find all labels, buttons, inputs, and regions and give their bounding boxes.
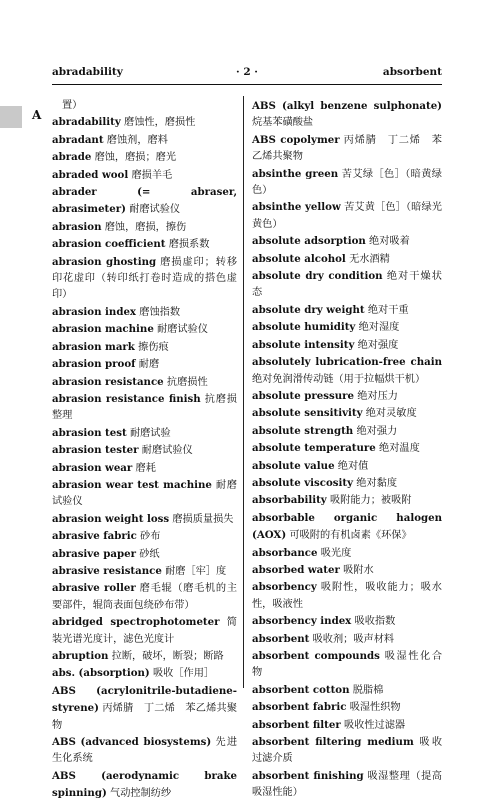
right-column [252, 98, 442, 802]
entry-term: abrasion proof [52, 358, 136, 371]
entry-definition: 磨损质量损失 [172, 513, 234, 525]
entry-definition: 可吸附的有机卤素《环保》 [289, 530, 412, 542]
entry-definition: 绝对强力 [356, 425, 398, 437]
dictionary-entry [252, 98, 442, 132]
entry-term: absinthe yellow [252, 201, 341, 214]
entry-definition: 先进生化系统 [52, 737, 238, 765]
entry-term: absolute pressure [252, 389, 354, 402]
entry-term: absolute sensitivity [252, 407, 363, 420]
entry-term: abrasive resistance [52, 564, 162, 577]
entry-definition: 丙烯腈 丁二烯 苯乙烯共聚物 [252, 134, 442, 163]
dictionary-entry [52, 648, 237, 665]
dictionary-entry [52, 149, 237, 166]
dictionary-entry [252, 562, 442, 579]
dictionary-entry [252, 251, 442, 268]
header-right-guide-word: absorbent [382, 66, 442, 78]
section-letter: A [32, 108, 42, 122]
entry-term: abrasion index [52, 305, 137, 318]
dictionary-entry [252, 132, 442, 166]
entry-term: abrader (= abraser, abrasimeter) [52, 186, 237, 216]
entry-term: absolute humidity [252, 321, 356, 334]
entry-definition: 绝对压力 [357, 390, 398, 402]
dictionary-entry [252, 199, 442, 233]
entry-definition: 吸光度 [320, 547, 352, 559]
entry-term: absorbent filtering medium [252, 736, 414, 749]
dictionary-entry [252, 233, 442, 250]
entry-term: abrasion machine [52, 323, 154, 336]
dictionary-entry [252, 545, 442, 562]
entry-term: abrasion mark [52, 340, 135, 353]
entry-term: abrasion weight loss [52, 512, 170, 525]
entry-definition: 吸附能力；被吸附 [329, 495, 412, 507]
dictionary-entry [52, 563, 237, 580]
entry-definition: 擦伤痕 [138, 341, 169, 353]
dictionary-entry [52, 304, 237, 321]
entry-definition: 绝对干燥状态 [252, 271, 442, 299]
dictionary-entry [52, 236, 237, 253]
dictionary-entry [52, 132, 237, 149]
dictionary-entry [52, 219, 237, 236]
entry-definition: 绝对强度 [357, 339, 399, 351]
entry-term: absorbance [252, 546, 318, 559]
entry-definition: 绝对湿度 [358, 322, 400, 334]
entry-term: ABS copolymer [252, 133, 340, 146]
entry-definition: 绝对免润滑传动链（用于拉幅烘干机） [252, 373, 426, 385]
entry-definition: 脱脂棉 [352, 684, 384, 696]
entry-term: ABS (advanced biosystems) [52, 736, 212, 749]
dictionary-entry [252, 302, 442, 319]
entry-term: absolute temperature [252, 442, 376, 455]
dictionary-entry [252, 337, 442, 354]
entry-definition: 磨蚀，磨损，擦伤 [104, 221, 187, 233]
entry-term: absorbable organic halogen (AOX) [252, 511, 442, 542]
entry-term: absinthe green [252, 167, 339, 180]
entry-definition: 拉断，破坏，断裂；断路 [111, 651, 224, 662]
dictionary-entry [252, 768, 442, 802]
entry-term: abraded wool [52, 168, 129, 181]
entry-term: absorbability [252, 494, 327, 507]
dictionary-entry [252, 440, 442, 457]
dictionary-entry [52, 184, 237, 219]
entry-term: absorbent fabric [252, 701, 347, 714]
dictionary-entry [252, 319, 442, 336]
dictionary-entry [252, 492, 442, 509]
entry-term: ABS (alkyl benzene sulphonate) [252, 100, 442, 112]
entry-definition: 磨损羊毛 [131, 169, 173, 181]
dictionary-entry [252, 510, 442, 545]
dictionary-entry [252, 388, 442, 405]
entry-term: absorbent finishing [252, 769, 364, 782]
entry-definition: 耐磨［牢］度 [165, 565, 227, 577]
dictionary-entry [52, 167, 237, 184]
dictionary-entry [52, 665, 237, 682]
entry-term: abrasive roller [52, 582, 136, 595]
dictionary-entry [252, 423, 442, 440]
dictionary-entry [52, 339, 237, 356]
dictionary-entry [252, 648, 442, 682]
entry-definition: 磨蚀指数 [139, 306, 181, 318]
header-left-guide-word: abradability [52, 66, 123, 78]
entry-term: absorbent [252, 632, 310, 645]
dictionary-entry [52, 425, 237, 442]
entry-definition: 砂纸 [139, 548, 160, 560]
column-divider [243, 96, 244, 688]
entry-term: abradability [52, 116, 121, 129]
entry-term: ABS (acrylonitrile-butadiene-styrene) [52, 684, 237, 715]
entry-definition: 绝对温度 [379, 443, 420, 455]
entry-term: abradant [52, 133, 104, 146]
entry-term: abrasion wear test machine [52, 478, 212, 491]
dictionary-entry [52, 683, 237, 734]
entry-definition: 吸附水 [343, 564, 374, 576]
entry-definition: 磨蚀性，磨损性 [124, 117, 196, 129]
entry-definition: 烷基苯磺酸盐 [252, 117, 314, 129]
entry-definition: 耐磨试验仪 [129, 204, 181, 216]
dictionary-entry [252, 166, 442, 200]
entry-definition: 吸附性，吸收能力；吸水性，吸液性 [252, 582, 442, 610]
entry-definition: 磨耗 [135, 462, 156, 474]
dictionary-entry [252, 354, 442, 388]
dictionary-entry [52, 356, 237, 373]
entry-term: abrasion wear [52, 461, 133, 474]
entry-definition: 吸收性过滤器 [343, 719, 406, 731]
entry-definition: 抗磨损整理 [52, 393, 237, 422]
entry-term: absolute alcohol [252, 252, 346, 265]
entry-definition: 吸湿整理（提高吸湿性能） [252, 770, 442, 799]
entry-definition: 简装光谱光度计，滤色光度计 [52, 617, 237, 645]
dictionary-entry [52, 442, 237, 459]
entry-term: abrasion coefficient [52, 238, 166, 251]
entry-term: abrasion ghosting [52, 255, 157, 268]
entry-term: absolute dry weight [252, 303, 365, 316]
entry-definition: 丙烯腈 丁二烯 苯乙烯共聚物 [52, 703, 238, 731]
entry-definition: 绝对黏度 [356, 477, 398, 489]
entry-term: absorbency index [252, 615, 352, 628]
entry-term: abrasion resistance [52, 375, 164, 388]
entry-definition: 吸湿性织物 [349, 702, 401, 714]
header-rule [52, 84, 442, 85]
entry-definition: 绝对值 [337, 460, 369, 472]
entry-term: abruption [52, 650, 109, 662]
dictionary-entry [52, 528, 237, 545]
entry-definition: 吸湿性化合物 [252, 651, 443, 679]
entry-term: absolute strength [252, 424, 354, 437]
entry-term: abrasion [52, 220, 102, 233]
entry-definition: 绝对灵敏度 [365, 408, 417, 420]
dictionary-entry [52, 98, 237, 114]
entry-term: ABS (aerodynamic brake spinning) [52, 769, 237, 800]
entry-term: abrade [52, 151, 92, 164]
entry-definition: 磨蚀，磨损；磨光 [94, 152, 177, 164]
entry-definition: 吸收指数 [354, 616, 396, 628]
section-tab [0, 106, 22, 128]
entry-definition: 耐磨试验 [129, 427, 171, 439]
entry-term: abs. (absorption) [52, 667, 150, 680]
entry-term: abrasive paper [52, 547, 136, 560]
entry-definition: 绝对吸着 [369, 236, 410, 248]
dictionary-entry [252, 682, 442, 699]
entry-definition: 吸收过滤介质 [252, 737, 443, 765]
entry-definition: 抗磨损性 [166, 376, 208, 388]
dictionary-entry [252, 717, 442, 734]
page-number: · 2 · [236, 66, 258, 78]
entry-term: absorbent cotton [252, 683, 350, 696]
dictionary-entry [52, 546, 237, 563]
entry-term: absolute dry condition [252, 270, 383, 283]
entry-term: absorbent compounds [252, 650, 380, 662]
dictionary-entry [252, 631, 442, 648]
entry-definition: 砂布 [140, 531, 161, 543]
entry-definition: 苦艾绿［色］（暗黄绿色） [252, 168, 442, 197]
dictionary-entry [52, 734, 237, 768]
entry-definition: 吸收剂；吸声材料 [312, 633, 395, 645]
entry-definition: 磨损系数 [168, 239, 210, 251]
entry-definition: 耐磨试验仪 [52, 479, 237, 508]
entry-definition: 磨蚀剂，磨料 [106, 134, 168, 146]
dictionary-entry [252, 699, 442, 716]
entry-term: abridged spectrophotometer [52, 616, 220, 629]
entry-term: abrasion tester [52, 444, 139, 457]
entry-term: absolute viscosity [252, 476, 354, 489]
dictionary-entry [52, 768, 237, 803]
entry-term: abrasion resistance finish [52, 392, 201, 405]
entry-term: absorbency [252, 581, 317, 594]
dictionary-entry [52, 254, 237, 304]
dictionary-entry [52, 477, 237, 511]
entry-term: abrasive fabric [52, 530, 137, 543]
entry-term: absolutely lubrication-free chain [252, 356, 442, 369]
dictionary-entry [52, 391, 237, 425]
entry-definition: 耐磨 [138, 359, 160, 371]
running-header [52, 66, 442, 82]
dictionary-entry [52, 511, 237, 528]
dictionary-entry [52, 614, 237, 648]
dictionary-entry [52, 374, 237, 391]
entry-definition: 置） [62, 100, 83, 111]
entry-definition: 耐磨试验仪 [157, 324, 208, 336]
entry-definition: 耐磨试验仪 [141, 445, 193, 457]
dictionary-entry [252, 405, 442, 422]
entry-definition: 无水酒精 [349, 253, 390, 265]
dictionary-entry [52, 580, 237, 614]
entry-definition: 磨毛辊（磨毛机的主要部件，辊筒表面包绕砂布带） [52, 583, 238, 611]
dictionary-entry [252, 458, 442, 475]
entry-term: abrasion test [52, 426, 127, 439]
dictionary-entry [252, 734, 442, 768]
entry-term: absorbent filter [252, 718, 341, 731]
dictionary-entry [52, 321, 237, 338]
dictionary-entry [52, 114, 237, 131]
entry-term: absolute intensity [252, 338, 355, 351]
dictionary-entry [252, 268, 442, 302]
dictionary-entry [252, 613, 442, 630]
entry-definition: 绝对干重 [367, 304, 409, 316]
dictionary-entry [252, 475, 442, 492]
entry-definition: 吸收［作用］ [152, 668, 215, 680]
dictionary-entry [52, 460, 237, 477]
entry-term: absolute value [252, 459, 335, 472]
entry-term: absorbed water [252, 563, 340, 576]
entry-definition: 苦艾黄［色］（暗绿光黄色） [252, 202, 442, 230]
entry-term: absolute adsorption [252, 235, 366, 248]
left-column [52, 98, 237, 803]
dictionary-entry [252, 579, 442, 613]
entry-definition: 磨损虚印；转移印花虚印（转印纸打卷时造成的搭色虚印） [52, 256, 238, 301]
entry-definition: 气动控制纺纱 [110, 788, 172, 800]
